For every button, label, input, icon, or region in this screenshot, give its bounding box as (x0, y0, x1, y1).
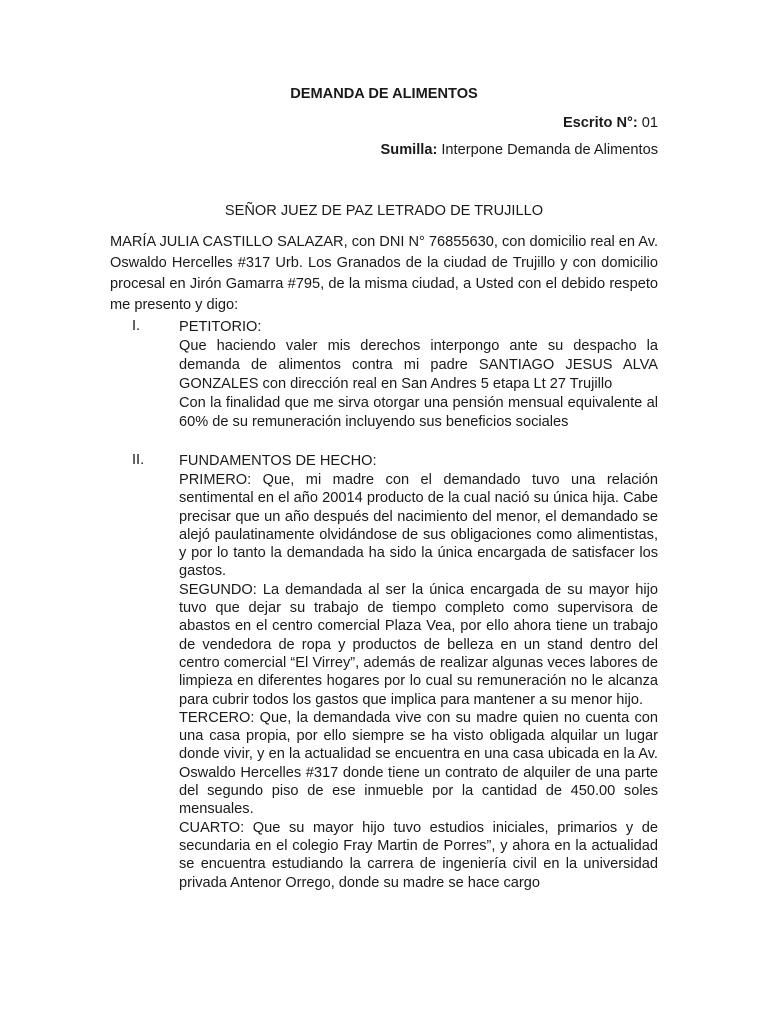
document-title: DEMANDA DE ALIMENTOS (290, 86, 478, 102)
section-paragraph: SEGUNDO: La demandada al ser la única encargada de su mayor hijo tuvo que dejar su trabajo de tiempo completo como supervisora de abastos en el centro comercial Plaza Vea, por ello ahora tiene un trabajo de vendedora de ropa y productos de belleza en un stand dentro del centro comercial “El Virrey”, además de realizar algunas veces labores de limpieza en diferentes hogares por lo cual su remuneración no le alcanza para cubrir todos los gastos que implica para mantener a su menor hijo. (179, 581, 658, 708)
escrito-label: Escrito N°: (562, 115, 638, 131)
section-numeral: I. (132, 318, 141, 334)
section-heading: PETITORIO: (179, 319, 262, 335)
sumilla-label: Sumilla: (380, 142, 438, 158)
section-paragraph: TERCERO: Que, la demandada vive con su madre quien no cuenta con una casa propia, por ello siempre se ha visto obligada alquilar un lugar donde vivir, y en la actualidad se encuentra en una casa ubicada en la Av. Oswaldo Hercelles #317 donde tiene un contrato de alquiler de una parte del segundo piso de ese inmueble por la cantidad de 450.00 soles mensuales. (179, 709, 658, 818)
section-body (179, 452, 658, 892)
section-paragraph: PRIMERO: Que, mi madre con el demandado tuvo una relación sentimental en el año 20014 producto de la cual nació su única hija. Cabe precisar que un año después del nacimiento del menor, el demandado se alejó paulatinamente olvidándose de sus obligaciones como alimentistas, y por lo tanto la demandada ha sido la única encargada de satisfacer los gastos. (179, 472, 658, 580)
section-paragraph: CUARTO: Que su mayor hijo tuvo estudios iniciales, primarios y de secundaria en el colegio Fray Martin de Porres”, y ahora en la actualidad se encuentra estudiando la carrera de ingeniería civil en la universidad privada Antenor Orrego, donde su madre se hace cargo (179, 819, 658, 891)
escrito-line (563, 115, 658, 131)
intro-paragraph: MARÍA JULIA CASTILLO SALAZAR, con DNI N° 76855630, con domicilio real en Av. Oswaldo Hercelles #317 Urb. Los Granados de la ciudad de Trujillo y con domicilio procesal en Jirón Gamarra #795, de la misma ciudad, a Usted con el debido respeto me presento y digo: (110, 234, 658, 313)
section-heading: FUNDAMENTOS DE HECHO: (179, 453, 377, 469)
sumilla-line (381, 142, 658, 158)
section-body (179, 318, 658, 432)
section-paragraph: Con la finalidad que me sirva otorgar una pensión mensual equivalente al 60% de su remuneración incluyendo sus beneficios sociales (179, 395, 658, 430)
addressee: SEÑOR JUEZ DE PAZ LETRADO DE TRUJILLO (224, 203, 544, 219)
section-numeral: II. (132, 452, 145, 468)
escrito-value: 01 (641, 115, 658, 131)
sumilla-value: Interpone Demanda de Alimentos (441, 142, 658, 158)
section-paragraph: Que haciendo valer mis derechos interpongo ante su despacho la demanda de alimentos contra mi padre SANTIAGO JESUS ALVA GONZALES con dirección real en San Andres 5 etapa Lt 27 Trujillo (179, 338, 658, 392)
